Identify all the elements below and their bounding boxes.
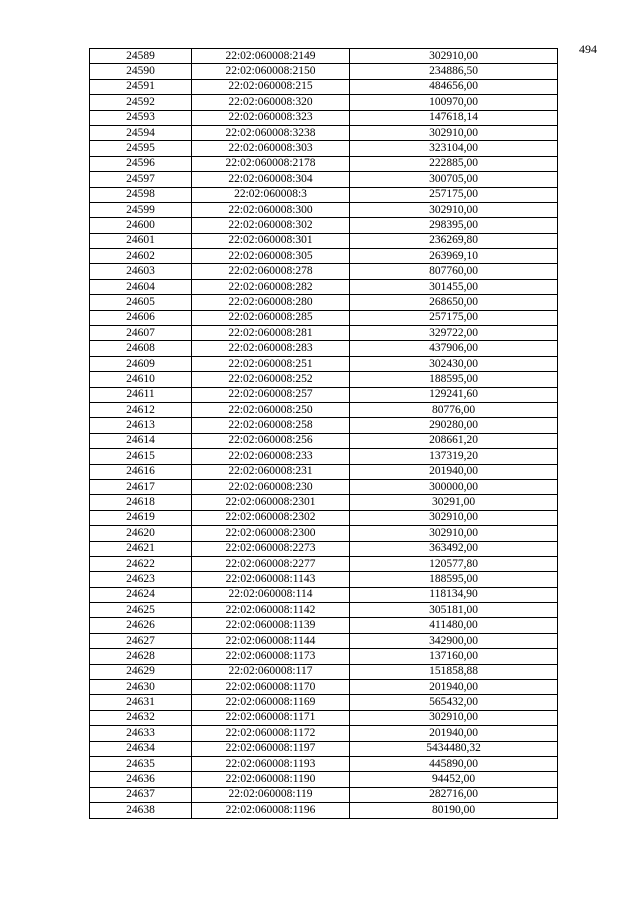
cadastral-number-cell: 22:02:060008:320 <box>192 95 350 110</box>
table-row <box>90 680 558 695</box>
table-row <box>90 695 558 710</box>
value-cell: 411480,00 <box>350 618 558 633</box>
cadastral-number-cell: 22:02:060008:1171 <box>192 710 350 725</box>
table-row <box>90 587 558 602</box>
value-cell: 222885,00 <box>350 156 558 171</box>
cadastral-number-cell: 22:02:060008:2273 <box>192 541 350 556</box>
cadastral-number-cell: 22:02:060008:1196 <box>192 803 350 818</box>
cadastral-number-cell: 22:02:060008:1197 <box>192 741 350 756</box>
record-number-cell: 24616 <box>90 464 192 479</box>
record-number-cell: 24589 <box>90 49 192 64</box>
value-cell: 208661,20 <box>350 433 558 448</box>
cadastral-number-cell: 22:02:060008:278 <box>192 264 350 279</box>
table-row <box>90 726 558 741</box>
table-row <box>90 202 558 217</box>
cadastral-number-cell: 22:02:060008:281 <box>192 326 350 341</box>
cadastral-number-cell: 22:02:060008:251 <box>192 356 350 371</box>
cadastral-number-cell: 22:02:060008:1172 <box>192 726 350 741</box>
cadastral-number-cell: 22:02:060008:2277 <box>192 556 350 571</box>
value-cell: 302910,00 <box>350 510 558 525</box>
table-row <box>90 218 558 233</box>
cadastral-number-cell: 22:02:060008:285 <box>192 310 350 325</box>
table-row <box>90 187 558 202</box>
cadastral-number-cell: 22:02:060008:1190 <box>192 772 350 787</box>
record-number-cell: 24624 <box>90 587 192 602</box>
table-row <box>90 49 558 64</box>
value-cell: 257175,00 <box>350 310 558 325</box>
value-cell: 302430,00 <box>350 356 558 371</box>
value-cell: 302910,00 <box>350 49 558 64</box>
value-cell: 300000,00 <box>350 479 558 494</box>
table-row <box>90 572 558 587</box>
cadastral-number-cell: 22:02:060008:283 <box>192 341 350 356</box>
record-number-cell: 24635 <box>90 756 192 771</box>
table-row <box>90 633 558 648</box>
value-cell: 137319,20 <box>350 449 558 464</box>
table-row <box>90 618 558 633</box>
record-number-cell: 24629 <box>90 664 192 679</box>
cadastral-number-cell: 22:02:060008:1144 <box>192 633 350 648</box>
table-row <box>90 787 558 802</box>
record-number-cell: 24602 <box>90 249 192 264</box>
registry-table <box>89 48 558 819</box>
record-number-cell: 24601 <box>90 233 192 248</box>
record-number-cell: 24594 <box>90 125 192 140</box>
table-row <box>90 341 558 356</box>
record-number-cell: 24619 <box>90 510 192 525</box>
value-cell: 100970,00 <box>350 95 558 110</box>
value-cell: 188595,00 <box>350 372 558 387</box>
cadastral-number-cell: 22:02:060008:1139 <box>192 618 350 633</box>
table-row <box>90 541 558 556</box>
value-cell: 137160,00 <box>350 649 558 664</box>
record-number-cell: 24625 <box>90 603 192 618</box>
record-number-cell: 24599 <box>90 202 192 217</box>
table-row <box>90 372 558 387</box>
value-cell: 323104,00 <box>350 141 558 156</box>
table-row <box>90 664 558 679</box>
record-number-cell: 24614 <box>90 433 192 448</box>
cadastral-number-cell: 22:02:060008:117 <box>192 664 350 679</box>
cadastral-number-cell: 22:02:060008:301 <box>192 233 350 248</box>
value-cell: 298395,00 <box>350 218 558 233</box>
record-number-cell: 24595 <box>90 141 192 156</box>
value-cell: 484656,00 <box>350 79 558 94</box>
record-number-cell: 24631 <box>90 695 192 710</box>
table-row <box>90 433 558 448</box>
record-number-cell: 24598 <box>90 187 192 202</box>
cadastral-number-cell: 22:02:060008:1170 <box>192 680 350 695</box>
record-number-cell: 24604 <box>90 279 192 294</box>
record-number-cell: 24622 <box>90 556 192 571</box>
value-cell: 94452,00 <box>350 772 558 787</box>
record-number-cell: 24633 <box>90 726 192 741</box>
record-number-cell: 24612 <box>90 402 192 417</box>
cadastral-number-cell: 22:02:060008:1143 <box>192 572 350 587</box>
value-cell: 268650,00 <box>350 295 558 310</box>
table-row <box>90 356 558 371</box>
value-cell: 201940,00 <box>350 680 558 695</box>
cadastral-number-cell: 22:02:060008:233 <box>192 449 350 464</box>
value-cell: 201940,00 <box>350 464 558 479</box>
cadastral-number-cell: 22:02:060008:282 <box>192 279 350 294</box>
value-cell: 80190,00 <box>350 803 558 818</box>
value-cell: 234886,50 <box>350 64 558 79</box>
record-number-cell: 24628 <box>90 649 192 664</box>
table-row <box>90 95 558 110</box>
cadastral-number-cell: 22:02:060008:215 <box>192 79 350 94</box>
record-number-cell: 24609 <box>90 356 192 371</box>
value-cell: 302910,00 <box>350 202 558 217</box>
record-number-cell: 24608 <box>90 341 192 356</box>
registry-table-body <box>90 49 558 819</box>
value-cell: 188595,00 <box>350 572 558 587</box>
record-number-cell: 24600 <box>90 218 192 233</box>
table-row <box>90 479 558 494</box>
table-row <box>90 310 558 325</box>
value-cell: 151858,88 <box>350 664 558 679</box>
value-cell: 807760,00 <box>350 264 558 279</box>
value-cell: 201940,00 <box>350 726 558 741</box>
value-cell: 305181,00 <box>350 603 558 618</box>
cadastral-number-cell: 22:02:060008:119 <box>192 787 350 802</box>
cadastral-number-cell: 22:02:060008:305 <box>192 249 350 264</box>
cadastral-number-cell: 22:02:060008:2300 <box>192 526 350 541</box>
cadastral-number-cell: 22:02:060008:114 <box>192 587 350 602</box>
table-row <box>90 233 558 248</box>
table-row <box>90 64 558 79</box>
value-cell: 120577,80 <box>350 556 558 571</box>
record-number-cell: 24613 <box>90 418 192 433</box>
record-number-cell: 24632 <box>90 710 192 725</box>
cadastral-number-cell: 22:02:060008:230 <box>192 479 350 494</box>
value-cell: 290280,00 <box>350 418 558 433</box>
record-number-cell: 24623 <box>90 572 192 587</box>
cadastral-number-cell: 22:02:060008:280 <box>192 295 350 310</box>
record-number-cell: 24620 <box>90 526 192 541</box>
value-cell: 80776,00 <box>350 402 558 417</box>
record-number-cell: 24621 <box>90 541 192 556</box>
value-cell: 302910,00 <box>350 526 558 541</box>
cadastral-number-cell: 22:02:060008:256 <box>192 433 350 448</box>
record-number-cell: 24591 <box>90 79 192 94</box>
record-number-cell: 24593 <box>90 110 192 125</box>
table-row <box>90 756 558 771</box>
table-row <box>90 449 558 464</box>
table-row <box>90 387 558 402</box>
table-row <box>90 172 558 187</box>
value-cell: 257175,00 <box>350 187 558 202</box>
cadastral-number-cell: 22:02:060008:304 <box>192 172 350 187</box>
record-number-cell: 24610 <box>90 372 192 387</box>
value-cell: 565432,00 <box>350 695 558 710</box>
value-cell: 5434480,32 <box>350 741 558 756</box>
table-row <box>90 79 558 94</box>
record-number-cell: 24597 <box>90 172 192 187</box>
value-cell: 147618,14 <box>350 110 558 125</box>
record-number-cell: 24607 <box>90 326 192 341</box>
record-number-cell: 24603 <box>90 264 192 279</box>
cadastral-number-cell: 22:02:060008:3 <box>192 187 350 202</box>
table-row <box>90 649 558 664</box>
cadastral-number-cell: 22:02:060008:1142 <box>192 603 350 618</box>
table-row <box>90 110 558 125</box>
cadastral-number-cell: 22:02:060008:302 <box>192 218 350 233</box>
table-row <box>90 510 558 525</box>
value-cell: 301455,00 <box>350 279 558 294</box>
record-number-cell: 24630 <box>90 680 192 695</box>
record-number-cell: 24627 <box>90 633 192 648</box>
record-number-cell: 24637 <box>90 787 192 802</box>
record-number-cell: 24617 <box>90 479 192 494</box>
value-cell: 342900,00 <box>350 633 558 648</box>
table-row <box>90 772 558 787</box>
record-number-cell: 24636 <box>90 772 192 787</box>
record-number-cell: 24626 <box>90 618 192 633</box>
value-cell: 236269,80 <box>350 233 558 248</box>
cadastral-number-cell: 22:02:060008:257 <box>192 387 350 402</box>
value-cell: 118134,90 <box>350 587 558 602</box>
cadastral-number-cell: 22:02:060008:323 <box>192 110 350 125</box>
cadastral-number-cell: 22:02:060008:3238 <box>192 125 350 140</box>
cadastral-number-cell: 22:02:060008:1169 <box>192 695 350 710</box>
value-cell: 129241,60 <box>350 387 558 402</box>
cadastral-number-cell: 22:02:060008:2150 <box>192 64 350 79</box>
table-row <box>90 603 558 618</box>
record-number-cell: 24605 <box>90 295 192 310</box>
record-number-cell: 24592 <box>90 95 192 110</box>
cadastral-number-cell: 22:02:060008:2302 <box>192 510 350 525</box>
table-row <box>90 495 558 510</box>
table-row <box>90 125 558 140</box>
table-row <box>90 418 558 433</box>
record-number-cell: 24606 <box>90 310 192 325</box>
record-number-cell: 24590 <box>90 64 192 79</box>
table-row <box>90 326 558 341</box>
record-number-cell: 24618 <box>90 495 192 510</box>
cadastral-number-cell: 22:02:060008:303 <box>192 141 350 156</box>
cadastral-number-cell: 22:02:060008:2178 <box>192 156 350 171</box>
cadastral-number-cell: 22:02:060008:1193 <box>192 756 350 771</box>
value-cell: 437906,00 <box>350 341 558 356</box>
value-cell: 445890,00 <box>350 756 558 771</box>
table-row <box>90 295 558 310</box>
table-row <box>90 741 558 756</box>
table-row <box>90 249 558 264</box>
table-row <box>90 803 558 818</box>
cadastral-number-cell: 22:02:060008:258 <box>192 418 350 433</box>
cadastral-number-cell: 22:02:060008:2149 <box>192 49 350 64</box>
table-row <box>90 526 558 541</box>
table-row <box>90 710 558 725</box>
cadastral-number-cell: 22:02:060008:231 <box>192 464 350 479</box>
cadastral-number-cell: 22:02:060008:300 <box>192 202 350 217</box>
table-row <box>90 464 558 479</box>
table-row <box>90 156 558 171</box>
table-row <box>90 141 558 156</box>
cadastral-number-cell: 22:02:060008:250 <box>192 402 350 417</box>
table-row <box>90 279 558 294</box>
record-number-cell: 24615 <box>90 449 192 464</box>
value-cell: 263969,10 <box>350 249 558 264</box>
record-number-cell: 24634 <box>90 741 192 756</box>
table-row <box>90 402 558 417</box>
value-cell: 282716,00 <box>350 787 558 802</box>
value-cell: 329722,00 <box>350 326 558 341</box>
page-number: 494 <box>579 42 597 56</box>
value-cell: 302910,00 <box>350 710 558 725</box>
record-number-cell: 24638 <box>90 803 192 818</box>
value-cell: 302910,00 <box>350 125 558 140</box>
cadastral-number-cell: 22:02:060008:252 <box>192 372 350 387</box>
table-row <box>90 264 558 279</box>
value-cell: 363492,00 <box>350 541 558 556</box>
cadastral-number-cell: 22:02:060008:1173 <box>192 649 350 664</box>
value-cell: 300705,00 <box>350 172 558 187</box>
record-number-cell: 24611 <box>90 387 192 402</box>
table-row <box>90 556 558 571</box>
record-number-cell: 24596 <box>90 156 192 171</box>
value-cell: 30291,00 <box>350 495 558 510</box>
cadastral-number-cell: 22:02:060008:2301 <box>192 495 350 510</box>
